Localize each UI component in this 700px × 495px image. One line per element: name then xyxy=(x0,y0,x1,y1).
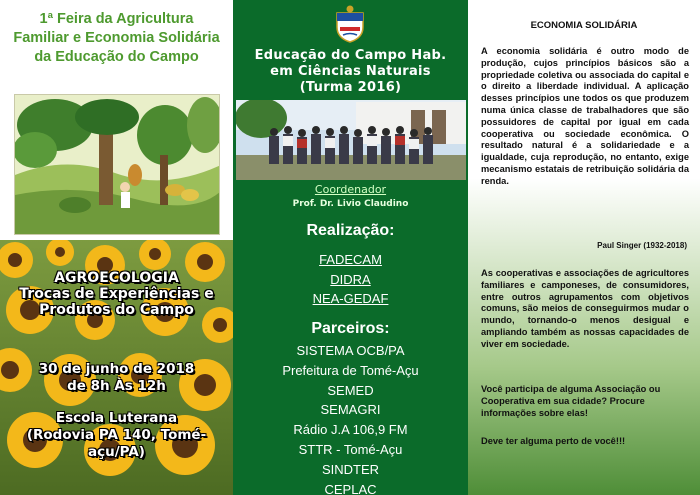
agroforestry-illustration xyxy=(14,94,220,235)
headline-line: AGROECOLOGIA xyxy=(54,270,179,286)
realizacao-list xyxy=(233,250,468,309)
venue-name: Escola Luterana xyxy=(55,410,178,426)
paragraph-closing: Deve ter alguma perto de você!!! xyxy=(481,436,626,446)
quote-author: Paul Singer (1932-2018) xyxy=(597,241,687,250)
event-venue xyxy=(0,410,233,461)
realizacao-heading: Realização: xyxy=(306,222,395,239)
date-line: 30 de junho de 2018 xyxy=(38,361,195,377)
fair-title-line: da Educação do Campo xyxy=(34,49,199,65)
paragraph-cooperatives: As cooperativas e associações de agricultores familiares e camponeses, de consumidores, entre outros agrupamentos com objetivos comuns, são meios de conseguirmos mudar o mundo, tornando-o menos desigual e ampliando também as nossas capacidades de viver em sociedade. xyxy=(481,268,689,349)
group-photo xyxy=(236,100,466,180)
partner-item: STTR - Tomé-Açu xyxy=(298,441,403,457)
fair-title-line: Familiar e Economia Solidária xyxy=(13,30,220,46)
course-title xyxy=(233,48,468,96)
course-title-line: (Turma 2016) xyxy=(299,80,402,95)
headline-line: Trocas de Experiências e xyxy=(19,286,214,302)
partner-item: SEMAGRI xyxy=(320,402,381,418)
partner-item: SEMED xyxy=(327,382,374,398)
organizer-link[interactable]: NEA-GEDAF xyxy=(312,291,389,306)
university-crest-icon xyxy=(334,5,366,43)
partner-item: CEPLAC xyxy=(324,481,377,495)
agroecology-headline xyxy=(0,270,233,318)
venue-address: (Rodovia PA 140, Tomé-açu/PA) xyxy=(26,427,207,460)
right-panel xyxy=(468,0,700,495)
time-line: de 8h Às 12h xyxy=(67,378,166,394)
parceiros-heading: Parceiros: xyxy=(311,320,390,337)
course-title-line: em Ciências Naturais xyxy=(270,64,431,79)
paragraph-question: Você participa de alguma Associação ou Cooperativa em sua cidade? Procure informações sobre elas! xyxy=(481,384,661,418)
organizer-link[interactable]: DIDRA xyxy=(330,271,371,287)
event-date xyxy=(0,361,233,395)
paragraph-definition: A economia solidária é outro modo de produção, cujos princípios básicos são a propriedade coletiva ou associada do capital e o direito a liberdade individual. A aplicação desses princípios une todos os que produzem numa única classe de trabalhadores que são possuidores de capital por igual em cada cooperativa ou sociedade econômica. O resultado natural é a solidariedade e a igualdade, cuja reprodução, no entanto, exige mecanismo estatais de retribuição solidária da renda. xyxy=(481,46,689,186)
center-panel xyxy=(233,0,468,495)
parceiros-list xyxy=(233,341,468,495)
fair-title xyxy=(0,10,233,67)
partner-item: Prefeitura de Tomé-Açu xyxy=(282,362,419,378)
coordinator-name: Prof. Dr. Livio Claudino xyxy=(292,199,409,209)
organizer-link[interactable]: FADECAM xyxy=(319,252,382,267)
partner-item: Rádio J.A 106,9 FM xyxy=(293,422,408,438)
section-title: ECONOMIA SOLIDÁRIA xyxy=(530,20,638,31)
partner-item: SINDTER xyxy=(321,461,380,477)
headline-line: Produtos do Campo xyxy=(39,302,194,318)
fair-title-line: 1ª Feira da Agricultura xyxy=(39,11,194,27)
partner-item: SISTEMA OCB/PA xyxy=(296,343,405,358)
course-title-line: Educação do Campo Hab. xyxy=(254,48,447,63)
coordinator-label: Coordenador xyxy=(314,183,387,196)
left-panel xyxy=(0,0,233,495)
